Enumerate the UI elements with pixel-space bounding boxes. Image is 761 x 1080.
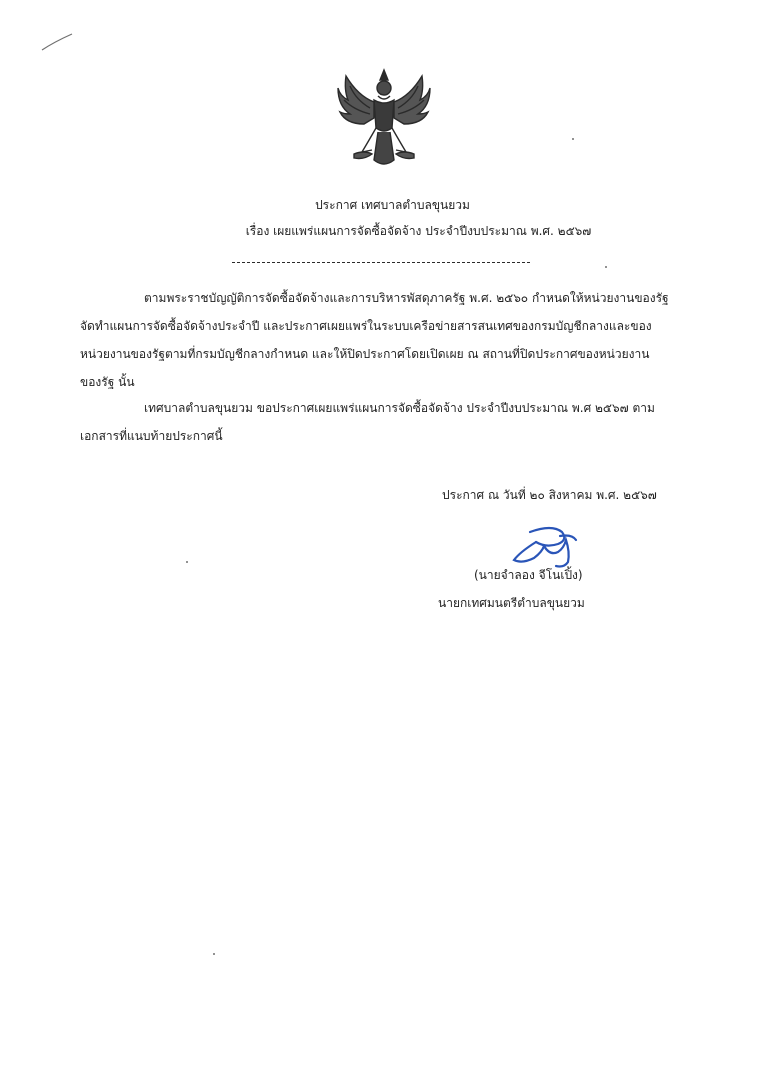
signer-title: นายกเทศมนตรีตำบลขุนยวม [438, 596, 585, 610]
paragraph-line: หน่วยงานของรัฐตามที่กรมบัญชีกลางกำหนด และให้ปิดประกาศโดยเปิดเผย ณ สถานที่ปิดประกาศของหน่วยงาน [80, 347, 650, 361]
scan-speck [213, 953, 215, 955]
scan-speck [605, 266, 607, 268]
pen-mark-icon [40, 30, 80, 52]
paragraph-line: เทศบาลตำบลขุนยวม ขอประกาศเผยแพร่แผนการจัดซื้อจัดจ้าง ประจำปีงบประมาณ พ.ศ ๒๕๖๗ ตาม [144, 401, 655, 415]
body-paragraph-2 [80, 394, 680, 450]
paragraph-line: ตามพระราชบัญญัติการจัดซื้อจัดจ้างและการบริหารพัสดุภาครัฐ พ.ศ. ๒๕๖๐ กำหนดให้หน่วยงานของรัฐ [144, 291, 669, 305]
signer-name: (นายจำลอง จีโนเปิ้ง) [474, 568, 583, 582]
scan-speck [186, 561, 188, 563]
garuda-emblem-icon [334, 66, 434, 170]
announcement-date: ประกาศ ณ วันที่ ๒๐ สิงหาคม พ.ศ. ๒๕๖๗ [442, 488, 657, 502]
body-paragraph-1 [80, 284, 680, 396]
paragraph-line: ของรัฐ นั้น [80, 375, 135, 389]
handwritten-signature [500, 522, 582, 570]
announcement-heading: ประกาศ เทศบาลตำบลขุนยวม [315, 198, 470, 212]
scan-speck [572, 138, 574, 140]
paragraph-line: จัดทำแผนการจัดซื้อจัดจ้างประจำปี และประกาศเผยแพร่ในระบบเครือข่ายสารสนเทศของกรมบัญชีกลางและของ [80, 319, 652, 333]
dashed-divider [232, 262, 530, 263]
paragraph-line: เอกสารที่แนบท้ายประกาศนี้ [80, 429, 223, 443]
subject-heading: เรื่อง เผยแพร่แผนการจัดซื้อจัดจ้าง ประจำปีงบประมาณ พ.ศ. ๒๕๖๗ [245, 224, 592, 238]
